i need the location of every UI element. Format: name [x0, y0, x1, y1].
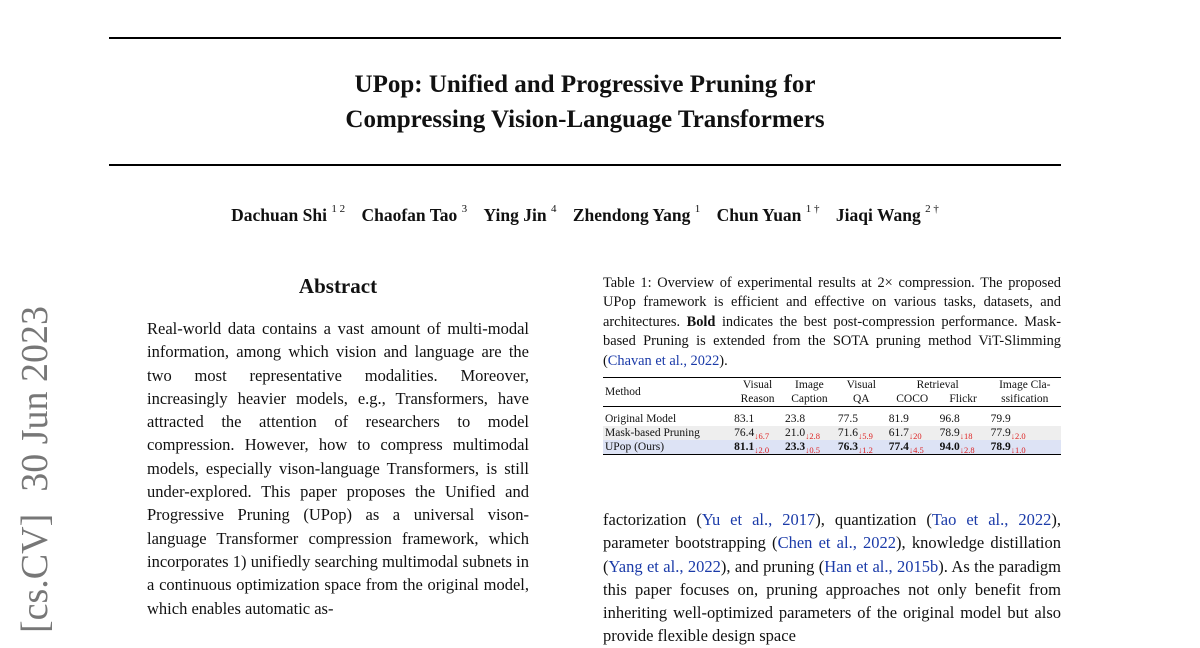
table-cell: 77.5 [837, 413, 858, 425]
table-cell: 96.8 [939, 413, 960, 425]
table-cell: $76.3_{↓1.2}$ [837, 441, 873, 455]
table-cell: $78.9_{↓18}$ [939, 427, 973, 441]
table-cell: $61.7_{↓20}$ [888, 427, 922, 441]
table-cell: $76.4_{↓6.7}$ [734, 427, 770, 441]
delta-label: ↓4.5 [908, 445, 924, 455]
table-row [603, 440, 1061, 455]
delta-label: ↓1.0 [1010, 445, 1026, 455]
table-cell: 79.9 [990, 413, 1011, 425]
author: Zhendong Yang $^1$ [572, 203, 701, 225]
header-image-classification: Image Cla- ssification [999, 379, 1051, 405]
table-cell: $71.6_{↓5.9}$ [837, 427, 873, 441]
table-cell: $77.9_{↓2.0}$ [990, 427, 1026, 441]
author: Ying Jin $^4$ [483, 203, 557, 225]
citation-link[interactable]: Chavan et al., 2022 [607, 352, 720, 369]
header-flickr: Flickr [949, 393, 977, 405]
header-coco: COCO [896, 393, 929, 405]
abstract-text: Real-world data contains a vast amount of multi-modal information, among which vision and language are the two most representative modalities. Moreover, increasingly heavier models, e.g., Transformers, have attracted the attention of researchers to model compression. However, how to compress multimodal models, especially vison-language Transformers, is still under-explored. This paper proposes the Unified and Progressive Pruning (UPop) as a universal vison-language Transformer compression framework, which incorporates 1) unifiedly searching multimodal subnets in a continuous optimization space from the original model, which enables automatic as- [147, 319, 529, 618]
delta-label: ↓2.8 [959, 445, 975, 455]
table-cell: $23.3_{↓0.5}$ [785, 441, 821, 455]
author: Chun Yuan $^{1 \dagger}$ [716, 203, 820, 225]
table-cell: 23.8 [785, 413, 806, 425]
table-cell: 83.1 [734, 413, 755, 425]
table-cell: $77.4_{↓4.5}$ [888, 441, 924, 455]
header-method: Method [605, 386, 641, 398]
delta-label: ↓2.0 [754, 445, 770, 455]
row-method: UPop (Ours) [605, 441, 665, 453]
delta-label: ↓6.7 [754, 431, 770, 441]
delta-label: ↓0.5 [805, 445, 821, 455]
table-cell: 81.9 [888, 413, 909, 425]
paper-title-line2: Compressing Vision-Language Transformers [345, 106, 825, 133]
arxiv-category: [cs.CV] [14, 513, 56, 633]
table-cell: $78.9_{↓1.0}$ [990, 441, 1026, 455]
table-cell: $81.1_{↓2.0}$ [734, 441, 770, 455]
citation-link[interactable]: Yang et al., 2022 [608, 556, 721, 576]
citation-link[interactable]: Han et al., 2015b [824, 556, 939, 576]
arxiv-watermark [14, 305, 56, 633]
results-table [603, 377, 1061, 455]
author: Jiaqi Wang $^{2 \dagger}$ [835, 203, 939, 225]
header-visual-reason: Visual Reason [740, 379, 775, 405]
author: Chaofan Tao $^3$ [361, 203, 468, 225]
author-list [109, 205, 1061, 226]
delta-label: ↓20 [908, 431, 922, 441]
citation-link[interactable]: Tao et al., 2022 [931, 510, 1052, 529]
header-image-caption: Image Caption [791, 379, 828, 405]
header-visual-qa: Visual QA [846, 379, 876, 405]
header-retrieval: Retrieval [916, 379, 959, 391]
table-cell: $21.0_{↓2.8}$ [785, 427, 821, 441]
delta-label: ↓18 [959, 431, 973, 441]
body-paragraph: factorization (Yu et al., 2017), quantization (Tao et al., 2022), parameter bootstrapping (Chen et al., 2022), knowledge distillation (Yang et al., 2022), and pruning (Han et al., 2015b). As the paradigm this paper focuses on, pruning approaches not only benefit from inheriting well-optimized parameters of the original model but also provide flexible design space [603, 510, 1061, 646]
table-row [603, 407, 1061, 427]
delta-label: ↓1.2 [857, 445, 873, 455]
delta-label: ↓5.9 [857, 431, 873, 441]
abstract-heading: Abstract [298, 274, 378, 298]
arxiv-date: 30 Jun 2023 [14, 305, 56, 492]
paper-title-line1: UPop: Unified and Progressive Pruning for [354, 71, 816, 98]
author: Dachuan Shi $^{1 2}$ [231, 203, 346, 225]
table-cell: $94.0_{↓2.8}$ [939, 441, 975, 455]
row-method: Mask-based Pruning [605, 427, 700, 439]
delta-label: ↓2.0 [1010, 431, 1026, 441]
delta-label: ↓2.8 [805, 431, 821, 441]
citation-link[interactable]: Yu et al., 2017 [701, 510, 816, 529]
citation-link[interactable]: Chen et al., 2022 [777, 533, 897, 553]
table-row [603, 426, 1061, 440]
title-rule-top [109, 37, 1061, 39]
table-caption: Table 1: Overview of experimental results at 2× compression. The proposed UPop framework is efficient and effective on various tasks, datasets, and architectures. Bold indicates the best post-compression performance. Mask-based Pruning is extended from the SOTA pruning method ViT-Slimming (Chavan et al., 2022). [603, 275, 1061, 369]
title-rule-bottom [109, 164, 1061, 166]
row-method: Original Model [605, 413, 677, 425]
